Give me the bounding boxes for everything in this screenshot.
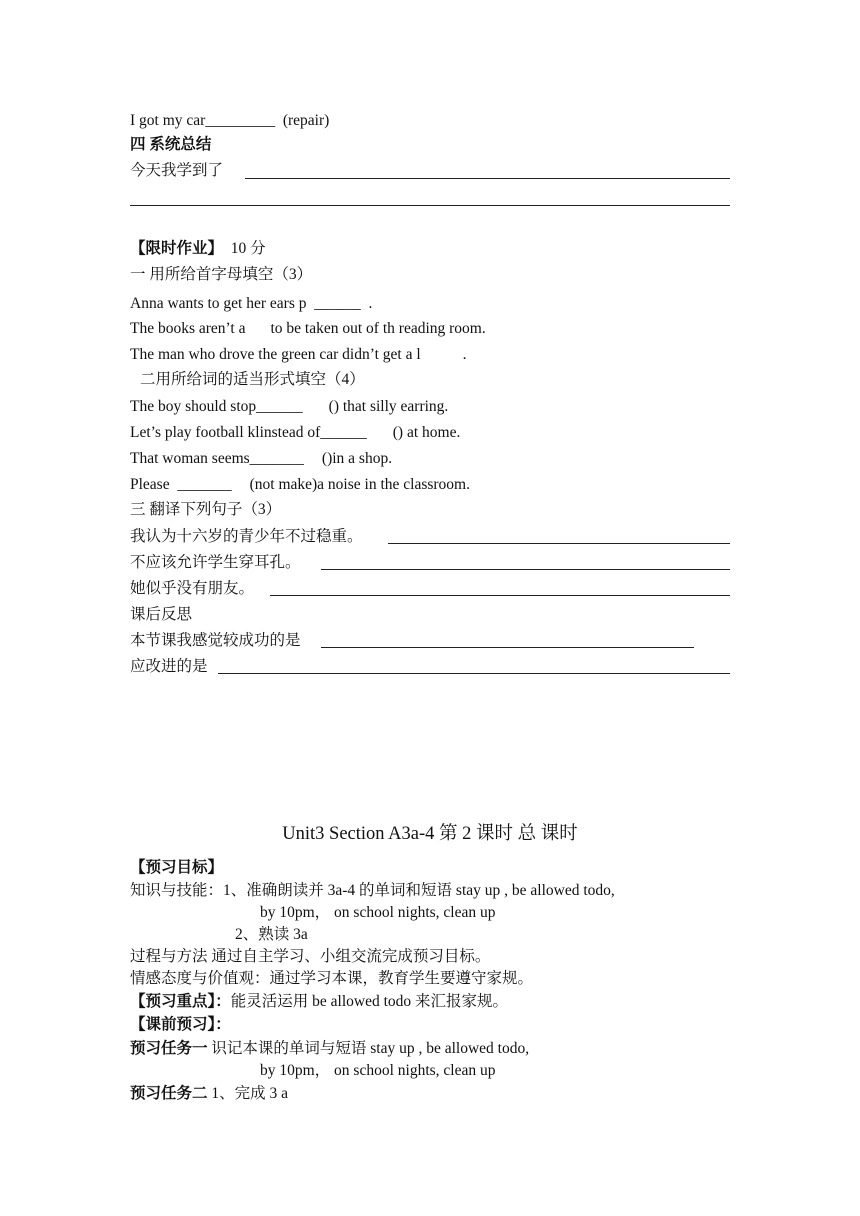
q2-item-1-blank[interactable]: ______ (256, 398, 303, 415)
process-method: 过程与方法 通过自主学习、小组交流完成预习目标。 (130, 948, 491, 965)
q3-item-2-answer-line[interactable] (321, 569, 730, 570)
key-point-label: 【预习重点】： (130, 993, 231, 1010)
q1-item-1-before: Anna wants to get her ears p (130, 295, 307, 312)
section4-heading: 四 系统总结 (130, 136, 212, 153)
q1-item-1-blank[interactable]: ______ (314, 295, 361, 312)
task1-line (130, 1039, 529, 1059)
reflection-heading: 课后反思 (130, 606, 193, 623)
q1-item-1-after: . (368, 295, 373, 312)
q1-item-3-after: . (462, 346, 467, 363)
q2-item-3-blank[interactable]: _______ (249, 450, 304, 467)
q1-heading: 一 用所给首字母填空（3） (130, 266, 313, 283)
preview-goal-heading: 【预习目标】 (130, 859, 224, 876)
today-learned-answer-line[interactable] (245, 178, 730, 179)
q1-item-2 (130, 319, 486, 339)
q3-item-2: 不应该允许学生穿耳孔。 (130, 554, 301, 571)
task1-text: 识记本课的单词与短语 stay up , be allowed todo, (207, 1040, 530, 1057)
attitude-values: 情感态度与价值观：通过学习本课，教育学生要遵守家规。 (130, 970, 534, 987)
q2-item-1-before: The boy should stop (130, 398, 257, 415)
q3-item-1: 我认为十六岁的青少年不过稳重。 (130, 528, 363, 545)
reflection-success-label: 本节课我感觉较成功的是 (130, 632, 301, 649)
task2-line (130, 1084, 288, 1104)
key-point-line (130, 992, 508, 1012)
q3-item-1-answer-line[interactable] (388, 543, 730, 544)
q2-item-2 (130, 423, 460, 443)
homework-time: 10 分 (230, 240, 266, 257)
today-learned-label: 今天我学到了 (130, 162, 224, 179)
q1-item-2-before: The books aren’t a (130, 320, 246, 337)
task2-text: 1、完成 3 a (207, 1085, 289, 1102)
q2-item-4-before: Please (130, 476, 170, 493)
lesson-title: Unit3 Section A3a-4 第 2 课时 总 课时 (282, 824, 578, 844)
q2-item-4-after: (not make)a noise in the classroom. (249, 476, 470, 493)
pre-class-heading: 【课前预习】： (130, 1016, 231, 1033)
repair-line-text: I got my car (130, 112, 206, 129)
key-point-text: 能灵活运用 be allowed todo 来汇报家规。 (230, 993, 509, 1010)
homework-heading (130, 239, 266, 259)
q3-item-3-answer-line[interactable] (270, 595, 730, 596)
repair-blank[interactable]: _________ (205, 112, 276, 129)
homework-title: 【限时作业】 (130, 240, 224, 257)
reflection-improve-label: 应改进的是 (130, 658, 208, 675)
today-learned-answer-line-2[interactable] (130, 205, 730, 206)
task1-label: 预习任务一 (130, 1040, 208, 1057)
repair-hint: (repair) (282, 112, 330, 129)
q2-item-3 (130, 449, 392, 469)
q2-item-2-before: Let’s play football klinstead of (130, 424, 321, 441)
q1-item-2-after: to be taken out of th reading room. (270, 320, 486, 337)
q2-heading: 二用所给词的适当形式填空（4） (140, 371, 365, 388)
reflection-improve-answer-line[interactable] (218, 673, 730, 674)
task2-label: 预习任务二 (130, 1085, 208, 1102)
q2-item-3-before: That woman seems (130, 450, 250, 467)
q3-heading: 三 翻译下列句子（3） (130, 501, 282, 518)
q2-item-2-after: () at home. (392, 424, 461, 441)
reflection-success-answer-line[interactable] (321, 647, 694, 648)
repair-line (130, 111, 329, 131)
task1-line-2: by 10pm， on school nights, clean up (260, 1062, 496, 1079)
q1-item-3-before: The man who drove the green car didn’t get a l (130, 346, 421, 363)
q2-item-2-blank[interactable]: ______ (320, 424, 367, 441)
q2-item-4 (130, 475, 470, 495)
q1-item-3 (130, 345, 467, 365)
knowledge-line-3: 2、熟读 3a (235, 926, 308, 943)
q2-item-1 (130, 397, 448, 417)
q2-item-3-after: ()in a shop. (321, 450, 393, 467)
q2-item-4-blank[interactable]: _______ (177, 476, 232, 493)
q1-item-1 (130, 294, 372, 314)
q2-item-1-after: () that silly earring. (328, 398, 449, 415)
knowledge-line-1: 知识与技能：1、准确朗读并 3a-4 的单词和短语 stay up , be allowed todo, (130, 882, 615, 899)
q3-item-3: 她似乎没有朋友。 (130, 580, 255, 597)
knowledge-line-2: by 10pm， on school nights, clean up (260, 904, 496, 921)
